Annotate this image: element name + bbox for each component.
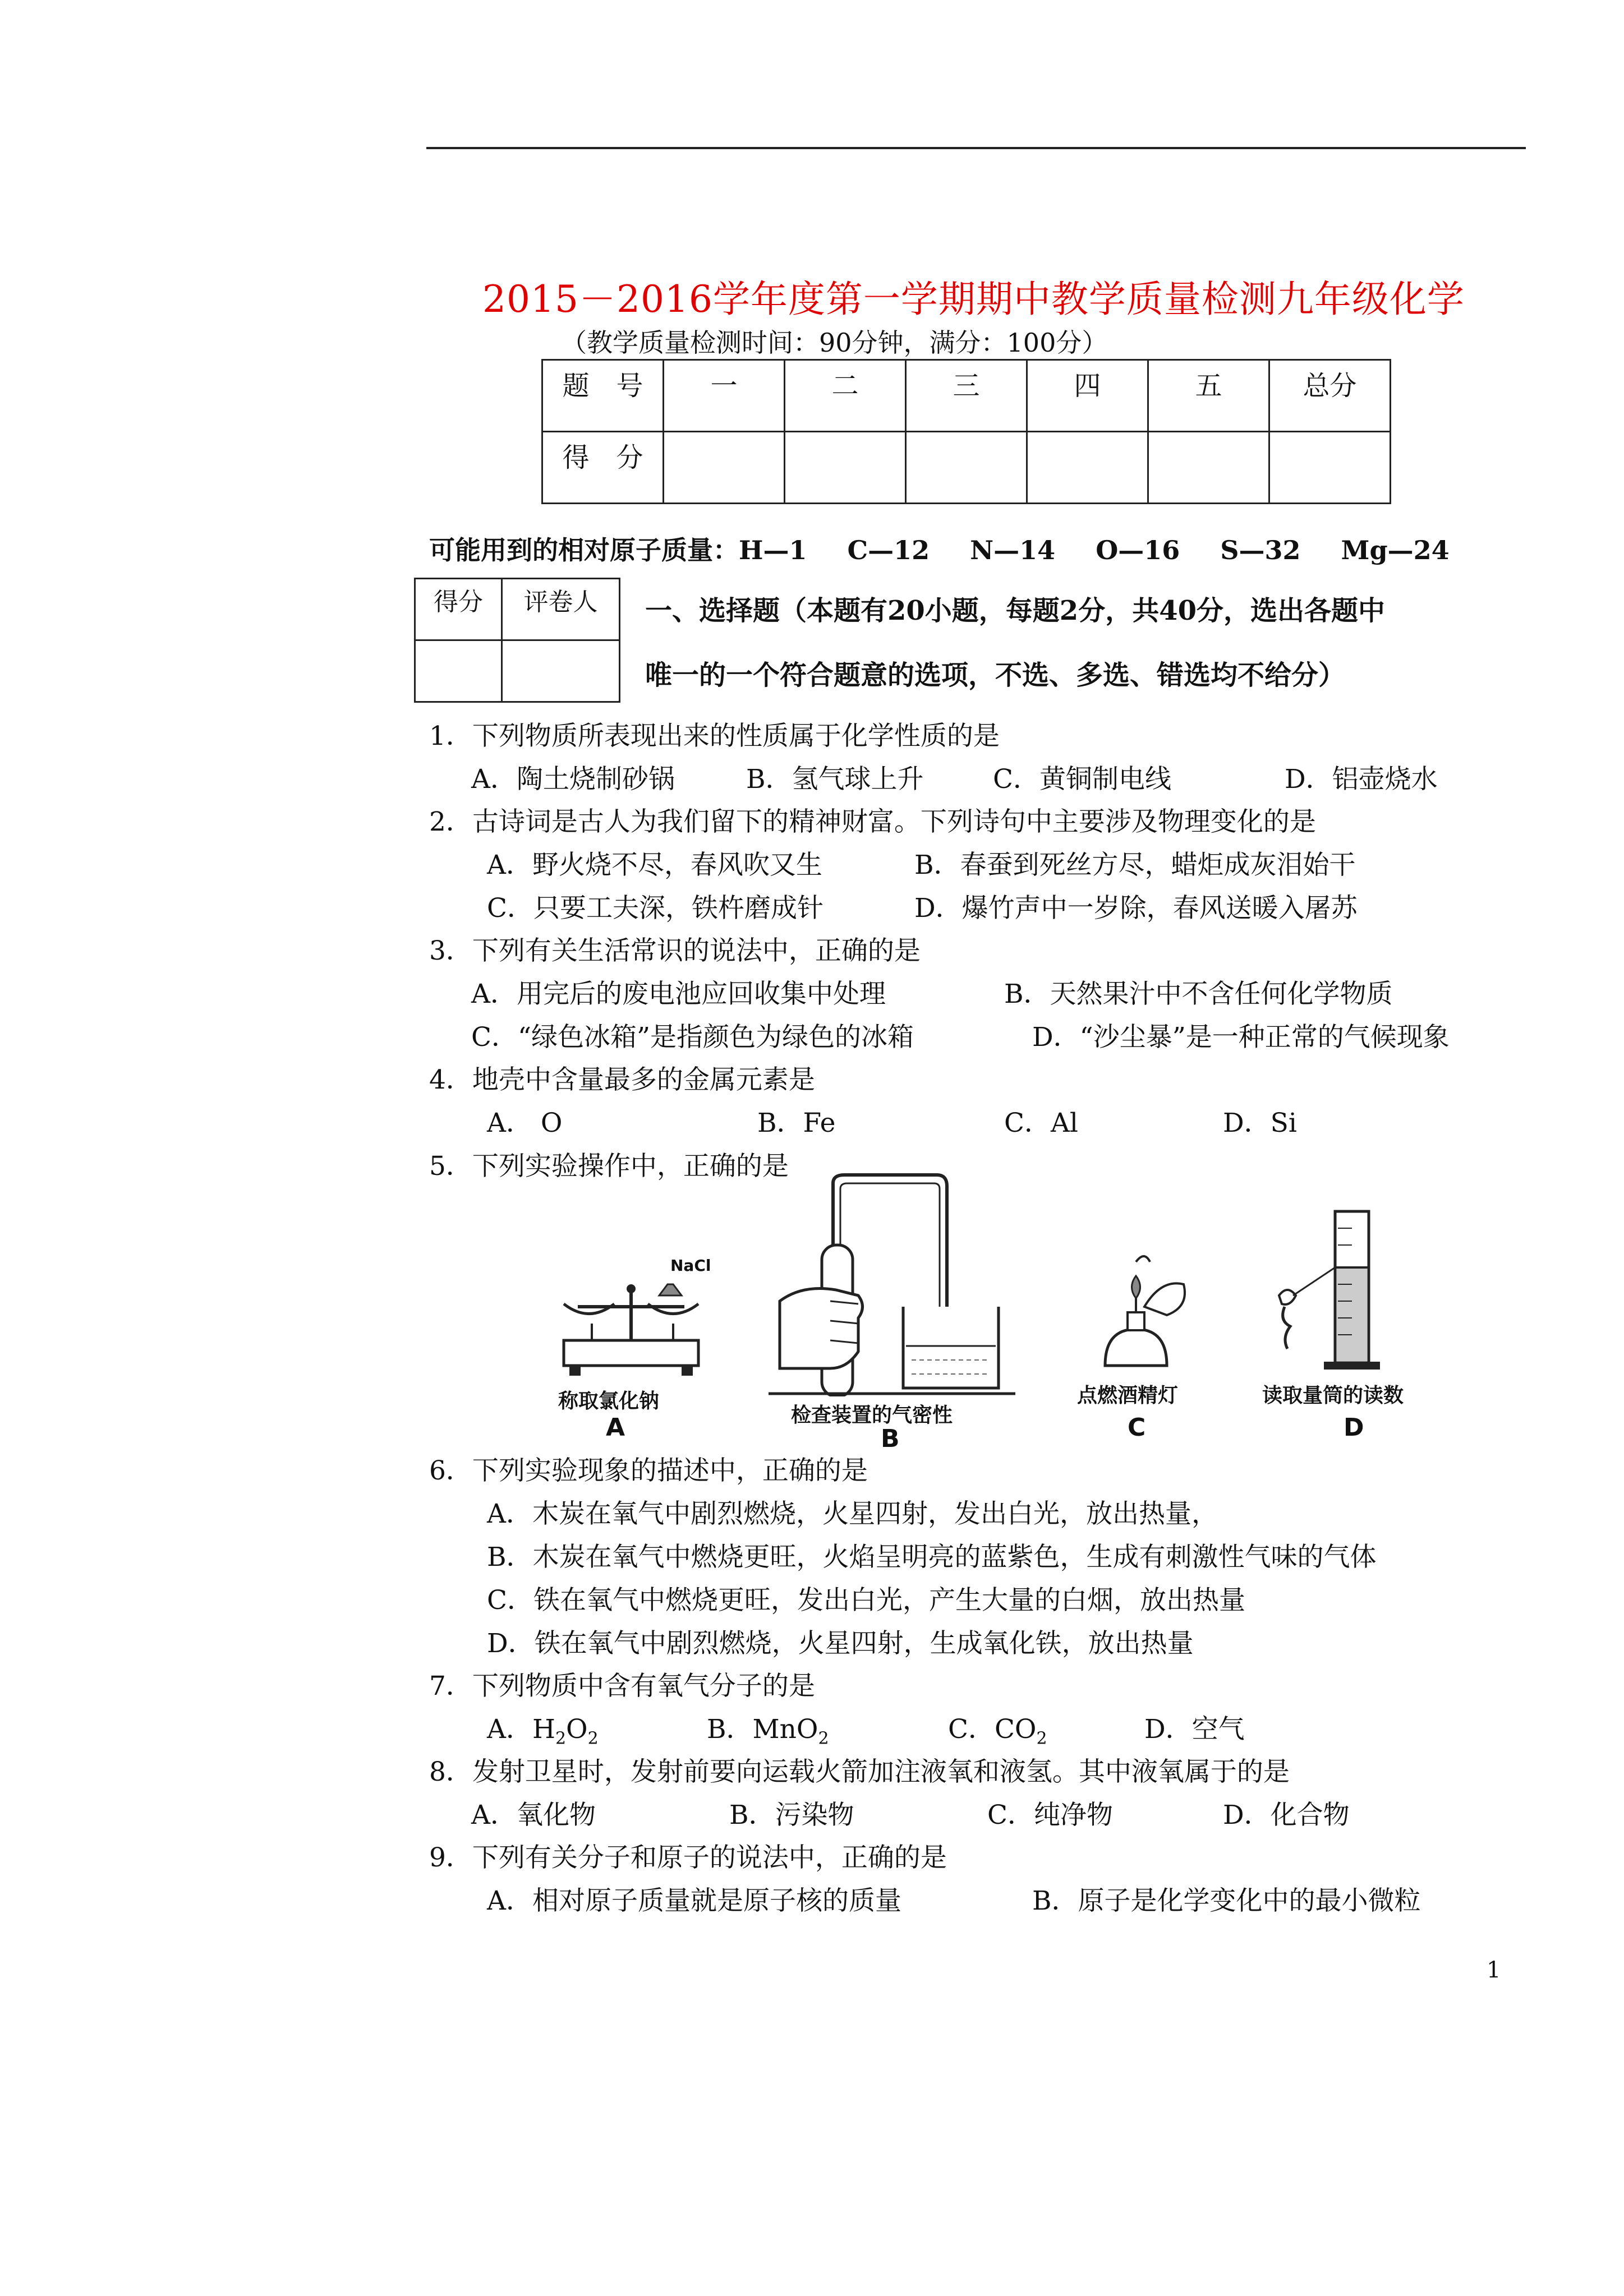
section-heading-line1: 一、选择题（本题有20小题，每题2分，共40分，选出各题中 — [645, 595, 1385, 626]
option: C．铁在氧气中燃烧更旺，发出白光，产生大量的白烟，放出热量 — [487, 1585, 1245, 1616]
option: A．$H_2O_2$ — [487, 1714, 599, 1749]
question-stem: 1．下列物质所表现出来的性质属于化学性质的是 — [429, 721, 1000, 751]
option: D．空气 — [1144, 1714, 1245, 1745]
option: B．氢气球上升 — [746, 764, 924, 795]
grader-score-label: 得分 — [415, 579, 502, 640]
score-cell: 总分 — [1269, 360, 1391, 432]
figure-caption: 点燃酒精灯 — [1077, 1384, 1179, 1407]
option: A．氧化物 — [471, 1800, 596, 1831]
option: C．黄铜制电线 — [993, 764, 1171, 795]
question-stem: 3．下列有关生活常识的说法中，正确的是 — [429, 935, 921, 966]
figure-letter: D — [1344, 1413, 1364, 1442]
question-stem: 7．下列物质中含有氧气分子的是 — [429, 1671, 815, 1702]
exam-subtitle: （教学质量检测时间：90分钟，满分：100分） — [561, 328, 1108, 358]
score-row-label: 得 分 — [542, 432, 664, 504]
option: C．纯净物 — [987, 1800, 1113, 1831]
score-cell: 二 — [785, 360, 906, 432]
option: D．化合物 — [1223, 1800, 1350, 1831]
figure-letter: C — [1128, 1413, 1146, 1442]
score-entry-cell[interactable] — [785, 432, 906, 504]
figure-caption: 读取量筒的读数 — [1262, 1384, 1404, 1407]
score-entry-cell[interactable] — [1027, 432, 1148, 504]
option: A．陶土烧制砂锅 — [471, 764, 675, 795]
score-cell: 三 — [906, 360, 1027, 432]
alcohol-lamp-figure — [1083, 1245, 1195, 1380]
graduated-cylinder-figure — [1262, 1206, 1408, 1374]
option: C．只要工夫深，铁杵磨成针 — [487, 893, 823, 924]
score-entry-cell[interactable] — [1148, 432, 1269, 504]
nacl-label: NaCl — [670, 1256, 711, 1275]
header-rule — [426, 147, 1526, 149]
exam-title: 2015－2016学年度第一学期期中教学质量检测九年级化学 — [482, 278, 1465, 321]
section-heading-line2: 唯一的一个符合题意的选项，不选、多选、错选均不给分） — [645, 660, 1346, 691]
question-stem: 2．古诗词是古人为我们留下的精神财富。下列诗句中主要涉及物理变化的是 — [429, 806, 1316, 837]
option: A．相对原子质量就是原子核的质量 — [487, 1885, 901, 1916]
option: A．木炭在氧气中剧烈燃烧，火星四射，发出白光，放出热量， — [487, 1499, 1218, 1529]
score-cell: 题 号 — [542, 360, 664, 432]
question-stem: 4．地壳中含量最多的金属元素是 — [429, 1064, 815, 1095]
airtight-check-figure — [769, 1167, 1015, 1396]
score-cell: 一 — [664, 360, 785, 432]
question-stem: 6．下列实验现象的描述中，正确的是 — [429, 1455, 868, 1486]
option: B．木炭在氧气中燃烧更旺，火焰呈明亮的蓝紫色，生成有刺激性气味的气体 — [487, 1542, 1377, 1573]
score-cell: 五 — [1148, 360, 1269, 432]
option: B．MnO$_2$ — [707, 1714, 829, 1749]
option: C．Al — [1004, 1108, 1078, 1138]
score-table-header-row — [542, 360, 1391, 432]
grader-score-entry[interactable] — [415, 640, 502, 702]
option: B．原子是化学变化中的最小微粒 — [1032, 1885, 1421, 1916]
score-table-score-row — [542, 432, 1391, 504]
question-stem: 5．下列实验操作中，正确的是 — [429, 1151, 789, 1182]
option: B．污染物 — [729, 1800, 854, 1831]
question-stem: 9．下列有关分子和原子的说法中，正确的是 — [429, 1842, 947, 1873]
option: D．铁在氧气中剧烈燃烧，火星四射，生成氧化铁，放出热量 — [487, 1628, 1194, 1659]
score-entry-cell[interactable] — [1269, 432, 1391, 504]
page-number: 1 — [1487, 1957, 1501, 1983]
option: B．春蚕到死丝方尽，蜡炬成灰泪始干 — [914, 850, 1356, 880]
score-table — [541, 359, 1391, 504]
option: A．野火烧不尽，春风吹又生 — [487, 850, 822, 880]
figure-letter: A — [606, 1413, 625, 1442]
grader-name-label: 评卷人 — [502, 579, 620, 640]
option: D．Si — [1223, 1108, 1297, 1138]
option: D．爆竹声中一岁除，春风送暖入屠苏 — [914, 893, 1358, 924]
question-stem: 8．发射卫星时，发射前要向运载火箭加注液氧和液氢。其中液氧属于的是 — [429, 1756, 1290, 1787]
option: C．$CO_2$ — [948, 1714, 1047, 1749]
grader-name-entry[interactable] — [502, 640, 620, 702]
atomic-masses: 可能用到的相对原子质量：H—1 C—12 N—14 O—16 S—32 Mg—24 — [429, 535, 1450, 565]
option: C．“绿色冰箱”是指颜色为绿色的冰箱 — [471, 1022, 914, 1053]
score-entry-cell[interactable] — [664, 432, 785, 504]
option: D．铝壶烧水 — [1285, 764, 1438, 795]
figure-caption: 检查装置的气密性 — [791, 1404, 953, 1427]
figure-caption: 称取氯化钠 — [558, 1390, 660, 1413]
option: B．天然果汁中不含任何化学物质 — [1004, 979, 1393, 1009]
option: A． O — [487, 1108, 563, 1138]
figure-letter: B — [881, 1424, 900, 1453]
score-cell: 四 — [1027, 360, 1148, 432]
option: B．Fe — [757, 1108, 836, 1138]
grader-table — [414, 578, 620, 703]
option: D．“沙尘暴”是一种正常的气候现象 — [1032, 1022, 1450, 1053]
score-entry-cell[interactable] — [906, 432, 1027, 504]
option: A．用完后的废电池应回收集中处理 — [471, 979, 886, 1009]
